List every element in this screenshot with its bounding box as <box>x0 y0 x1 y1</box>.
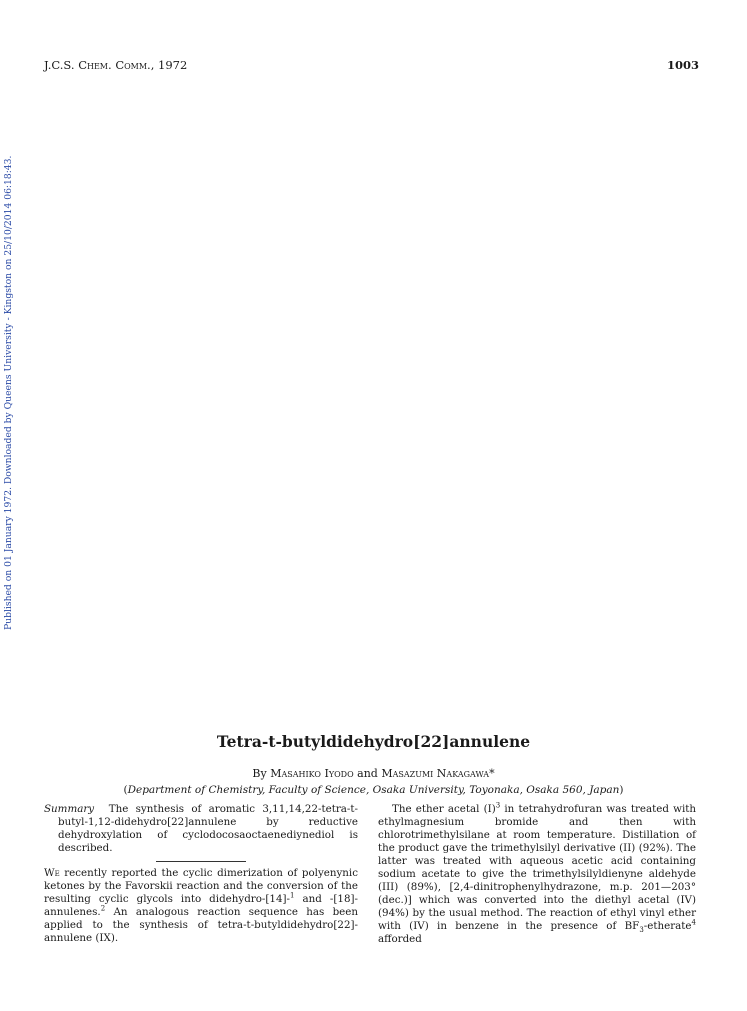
byline-and: and <box>357 767 378 780</box>
summary-divider <box>156 861 246 862</box>
reference-4[interactable]: 4 <box>691 918 696 927</box>
page-number: 1003 <box>666 58 699 72</box>
author-line <box>0 767 747 780</box>
byline-prefix: By <box>252 767 267 780</box>
summary-text: The synthesis of aromatic 3,11,14,22-tetra-t-butyl-1,12-didehydro[22]annulene by reductive dehydroxylation of cyclodocosaoctaenediynediol is described. <box>58 803 359 854</box>
left-column <box>44 803 358 945</box>
right-column <box>378 803 696 946</box>
download-watermark-link[interactable]: Published on 01 January 1972. Downloaded by Queens University - Kingston on 25/10/2014 06:18:43. <box>3 155 14 630</box>
summary-label: Summary <box>44 803 95 815</box>
reference-1[interactable]: 1 <box>290 891 295 900</box>
reference-2[interactable]: 2 <box>100 904 106 913</box>
author-1: Masahiko Iyodo <box>270 767 354 780</box>
running-head <box>44 58 699 74</box>
author-2: Masazumi Nakagawa* <box>381 767 495 780</box>
intro-paragraph: We recently reported the cyclic dimerization of polyenynic ketones by the Favorskii reaction and the conversion of the resulting cyclic glycols into didehydro-[14]-$^1$ and -[18]-annulenes.$^2$ An analogous reaction sequence has been applied to the synthesis of tetra-t-butyldidehydro[22]-annulene (IX). <box>44 867 358 944</box>
summary-paragraph <box>44 803 358 855</box>
article-title: Tetra-t-butyldidehydro[22]annulene <box>216 732 531 751</box>
journal-citation: J.C.S. Chem. Comm., 1972 <box>44 58 188 72</box>
reference-3[interactable]: 3 <box>495 801 501 810</box>
affiliation: (Department of Chemistry, Faculty of Science, Osaka University, Toyonaka, Osaka 560, Japan) <box>123 784 624 796</box>
synthesis-paragraph: The ether acetal $(I)^3$ in tetrahydrofuran was treated with ethylmagnesium bromide and then with chlorotrimethylsilane at room temperature. Distillation of the product gave the trimethylsilyl derivative (II) (92%). The latter was treated with aqueous acetic acid containing sodium acetate to give the trimethylsilyldienyne aldehyde (III) (89%), [2,4-dinitrophenylhydrazone, m.p. 201—203° (dec.)] which was converted into the diethyl acetal (IV) (94%) by the usual method. The reaction of ethyl vinyl ether with (IV) in benzene in the presence of $BF_3-etherate^4$ afforded <box>378 801 697 945</box>
affiliation-text: Department of Chemistry, Faculty of Science, Osaka University, Toyonaka, Osaka 560, Japan <box>127 784 620 796</box>
